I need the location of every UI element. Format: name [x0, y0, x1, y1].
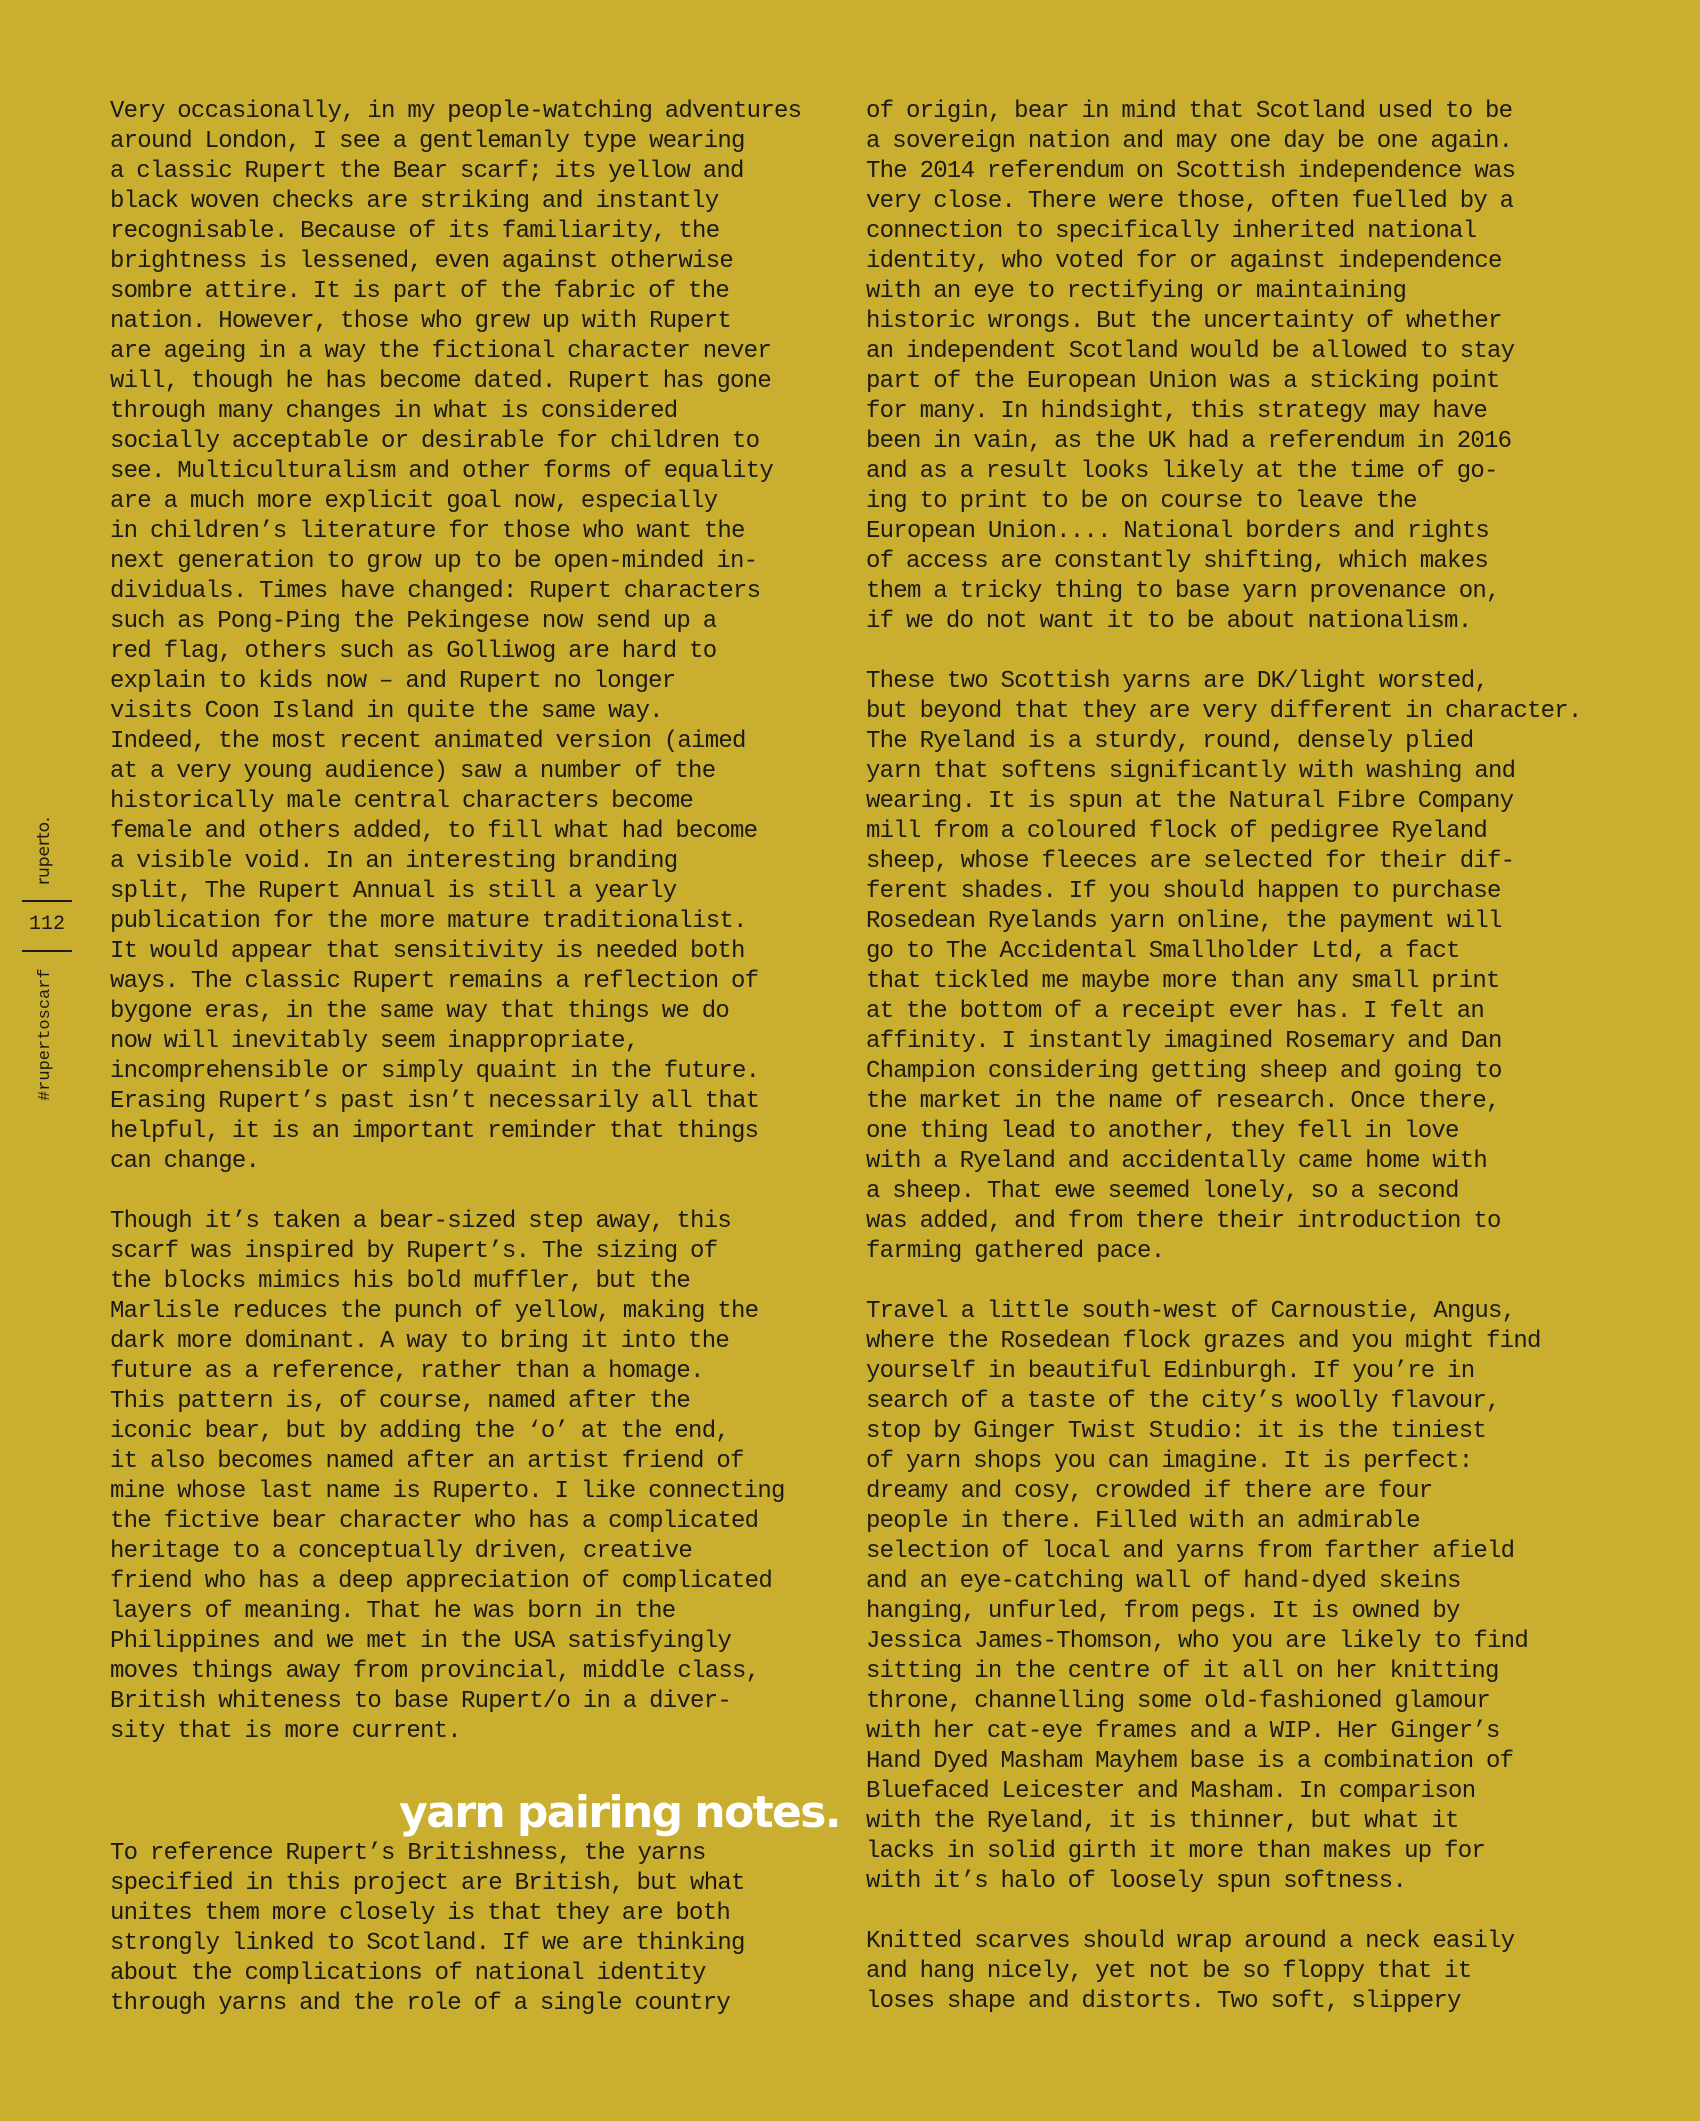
paragraph — [110, 97, 840, 1177]
text-line: mine whose last name is Ruperto. I like connecting — [110, 1478, 785, 1505]
text-line: This pattern is, of course, named after the — [110, 1388, 691, 1415]
section-heading: yarn pairing notes. — [399, 1787, 840, 1838]
text-line: female and others added, to fill what had become — [110, 818, 758, 845]
text-line: These two Scottish yarns are DK/light worsted, — [866, 668, 1489, 695]
text-line: mill from a coloured flock of pedigree Ryeland — [866, 818, 1488, 845]
text-line: that tickled me maybe more than any small print — [866, 968, 1500, 995]
text-line: go to The Accidental Smallholder Ltd, a fact — [866, 938, 1460, 965]
text-line: Knitted scarves should wrap around a neck easily — [866, 1928, 1515, 1955]
text-line: Rosedean Ryelands yarn online, the payment will — [866, 908, 1502, 935]
text-line: of yarn shops you can imagine. It is perfect: — [866, 1448, 1473, 1475]
text-line: dreamy and cosy, crowded if there are four — [866, 1478, 1433, 1505]
text-line: explain to kids now – and Rupert no longer — [110, 668, 676, 695]
text-line: Bluefaced Leicester and Masham. In comparison — [866, 1778, 1476, 1805]
text-line: layers of meaning. That he was born in the — [110, 1598, 676, 1625]
text-line: stop by Ginger Twist Studio: it is the tiniest — [866, 1418, 1487, 1445]
text-line: was added, and from there their introduction to — [866, 1208, 1501, 1235]
text-line: the fictive bear character who has a complicated — [110, 1508, 759, 1535]
paragraph — [110, 1207, 840, 1747]
text-line: been in vain, as the UK had a referendum in 2016 — [866, 428, 1512, 455]
text-line: sity that is more current. — [110, 1718, 461, 1745]
text-line: affinity. I instantly imagined Rosemary and Dan — [866, 1028, 1502, 1055]
text-line: Champion considering getting sheep and going to — [866, 1058, 1502, 1085]
text-line: Indeed, the most recent animated version (aimed — [110, 728, 746, 755]
text-line: incomprehensible or simply quaint in the future. — [110, 1058, 760, 1085]
text-line: visits Coon Island in quite the same way. — [110, 698, 663, 725]
text-line: iconic bear, but by adding the ‘o’ at the end, — [110, 1418, 730, 1445]
text-line: will, though he has become dated. Rupert has gone — [110, 368, 771, 395]
text-line: a visible void. In an interesting branding — [110, 848, 678, 875]
text-line: if we do not want it to be about nationalism. — [866, 608, 1472, 635]
text-line: in children’s literature for those who want the — [110, 518, 745, 545]
text-line: yourself in beautiful Edinburgh. If you’re in — [866, 1358, 1475, 1385]
hashtag: #rupertoscarf — [36, 968, 55, 1101]
text-line: very close. There were those, often fuelled by a — [866, 188, 1514, 215]
text-line: sheep, whose fleeces are selected for their dif- — [866, 848, 1515, 875]
text-line: Hand Dyed Masham Mayhem base is a combination of — [866, 1748, 1514, 1775]
text-line: of access are constantly shifting, which makes — [866, 548, 1489, 575]
text-line: and as a result looks likely at the time of go- — [866, 458, 1498, 485]
text-line: with it’s halo of loosely spun softness. — [866, 1868, 1407, 1895]
text-line: see. Multiculturalism and other forms of equality — [110, 458, 773, 485]
text-line: recognisable. Because of its familiarity, the — [110, 218, 720, 245]
text-line: British whiteness to base Rupert/o in a diver- — [110, 1688, 732, 1715]
text-line: identity, who voted for or against independence — [866, 248, 1502, 275]
text-line: about the complications of national identity — [110, 1960, 706, 1987]
text-line: helpful, it is an important reminder that things — [110, 1118, 759, 1145]
text-line: with a Ryeland and accidentally came home with — [866, 1148, 1488, 1175]
text-line: historically male central characters become — [110, 788, 694, 815]
paragraph — [866, 1927, 1596, 2017]
text-line: are a much more explicit goal now, especially — [110, 488, 718, 515]
text-line: Marlisle reduces the punch of yellow, making the — [110, 1298, 759, 1325]
text-line: red flag, others such as Golliwog are hard to — [110, 638, 717, 665]
text-line: wearing. It is spun at the Natural Fibre Company — [866, 788, 1514, 815]
text-line: dividuals. Times have changed: Rupert characters — [110, 578, 761, 605]
text-line: hanging, unfurled, from pegs. It is owned by — [866, 1598, 1460, 1625]
text-line: historic wrongs. But the uncertainty of whether — [866, 308, 1502, 335]
text-line: farming gathered pace. — [866, 1238, 1165, 1265]
text-line: through yarns and the role of a single country — [110, 1990, 731, 2017]
text-line: selection of local and yarns from farther afield — [866, 1538, 1515, 1565]
text-line: It would appear that sensitivity is needed both — [110, 938, 745, 965]
text-line: Jessica James-Thomson, who you are likely to find — [866, 1628, 1528, 1655]
text-line: it also becomes named after an artist friend of — [110, 1448, 744, 1475]
text-line: nation. However, those who grew up with Rupert — [110, 308, 732, 335]
text-line: throne, channelling some old-fashioned glamour — [866, 1688, 1491, 1715]
text-line: of origin, bear in mind that Scotland used to be — [866, 98, 1513, 125]
text-line: with her cat-eye frames and a WIP. Her Ginger’s — [866, 1718, 1500, 1745]
text-line: a sovereign nation and may one day be one again. — [866, 128, 1513, 155]
paragraph — [866, 667, 1596, 1267]
text-line: Very occasionally, in my people-watching adventures — [110, 98, 802, 125]
text-line: through many changes in what is considered — [110, 398, 678, 425]
text-line: black woven checks are striking and instantly — [110, 188, 719, 215]
text-line: a sheep. That ewe seemed lonely, so a second — [866, 1178, 1459, 1205]
text-line: To reference Rupert’s Britishness, the yarns — [110, 1840, 706, 1867]
divider — [22, 950, 72, 952]
paragraph — [866, 97, 1596, 637]
text-line: can change. — [110, 1148, 260, 1175]
text-line: around London, I see a gentlemanly type wearing — [110, 128, 745, 155]
text-line: yarn that softens significantly with washing and — [866, 758, 1516, 785]
text-line: are ageing in a way the fictional character never — [110, 338, 771, 365]
text-line: moves things away from provincial, middle class, — [110, 1658, 760, 1685]
text-line: future as a reference, rather than a homage. — [110, 1358, 704, 1385]
divider — [22, 900, 72, 902]
text-line: them a tricky thing to base yarn provenance on, — [866, 578, 1500, 605]
text-line: friend who has a deep appreciation of complicated — [110, 1568, 772, 1595]
text-line: sitting in the centre of it all on her knitting — [866, 1658, 1499, 1685]
text-line: European Union.... National borders and rights — [866, 518, 1490, 545]
text-line: Travel a little south-west of Carnoustie, Angus, — [866, 1298, 1516, 1325]
paragraph — [866, 1297, 1596, 1897]
text-line: with the Ryeland, it is thinner, but what it — [866, 1808, 1459, 1835]
text-line: lacks in solid girth it more than makes up for — [866, 1838, 1486, 1865]
text-line: specified in this project are British, but what — [110, 1870, 745, 1897]
text-line: The Ryeland is a sturdy, round, densely plied — [866, 728, 1474, 755]
page-margin-label — [22, 800, 82, 1130]
text-line: a classic Rupert the Bear scarf; its yellow and — [110, 158, 744, 185]
text-line: ferent shades. If you should happen to purchase — [866, 878, 1501, 905]
text-line: part of the European Union was a sticking point — [866, 368, 1500, 395]
text-line: but beyond that they are very different in character. — [866, 698, 1582, 725]
text-line: dark more dominant. A way to bring it into the — [110, 1328, 730, 1355]
text-line: for many. In hindsight, this strategy may have — [866, 398, 1488, 425]
text-line: unites them more closely is that they are both — [110, 1900, 731, 1927]
text-line: the market in the name of research. Once there, — [866, 1088, 1500, 1115]
text-line: the blocks mimics his bold muffler, but the — [110, 1268, 691, 1295]
text-line: split, The Rupert Annual is still a yearly — [110, 878, 677, 905]
text-line: an independent Scotland would be allowed to stay — [866, 338, 1515, 365]
text-line: with an eye to rectifying or maintaining — [866, 278, 1407, 305]
text-line: connection to specifically inherited national — [866, 218, 1477, 245]
text-line: sombre attire. It is part of the fabric of the — [110, 278, 730, 305]
text-line: strongly linked to Scotland. If we are thinking — [110, 1930, 745, 1957]
text-line: and an eye-catching wall of hand-dyed skeins — [866, 1568, 1461, 1595]
text-line: one thing lead to another, they fell in love — [866, 1118, 1459, 1145]
text-line: heritage to a conceptually driven, creative — [110, 1538, 693, 1565]
text-line: next generation to grow up to be open-minded in- — [110, 548, 758, 575]
text-line: such as Pong-Ping the Pekingese now send up a — [110, 608, 717, 635]
page-number: 112 — [28, 913, 65, 936]
text-line: Philippines and we met in the USA satisfyingly — [110, 1628, 732, 1655]
text-line: where the Rosedean flock grazes and you might find — [866, 1328, 1541, 1355]
text-line: ing to print to be on course to leave the — [866, 488, 1417, 515]
text-line: people in there. Filled with an admirable — [866, 1508, 1420, 1535]
text-line: The 2014 referendum on Scottish independence was — [866, 158, 1516, 185]
left-column — [110, 97, 840, 2049]
text-line: now will inevitably seem inappropriate, — [110, 1028, 639, 1055]
right-column — [866, 97, 1596, 2047]
paragraph — [110, 1839, 840, 2019]
text-line: at a very young audience) saw a number of the — [110, 758, 716, 785]
text-line: scarf was inspired by Rupert’s. The sizing of — [110, 1238, 718, 1265]
text-line: publication for the more mature traditionalist. — [110, 908, 747, 935]
text-line: search of a taste of the city’s woolly flavour, — [866, 1388, 1500, 1415]
project-name: ruperto. — [34, 816, 54, 885]
text-line: socially acceptable or desirable for children to — [110, 428, 760, 455]
text-line: bygone eras, in the same way that things we do — [110, 998, 730, 1025]
text-line: and hang nicely, yet not be so floppy that it — [866, 1958, 1472, 1985]
text-line: Though it’s taken a bear-sized step away, this — [110, 1208, 732, 1235]
text-line: loses shape and distorts. Two soft, slippery — [866, 1988, 1461, 2015]
text-line: Erasing Rupert’s past isn’t necessarily all that — [110, 1088, 760, 1115]
text-line: brightness is lessened, even against otherwise — [110, 248, 734, 275]
text-line: at the bottom of a receipt ever has. I felt an — [866, 998, 1485, 1025]
text-line: ways. The classic Rupert remains a reflection of — [110, 968, 759, 995]
